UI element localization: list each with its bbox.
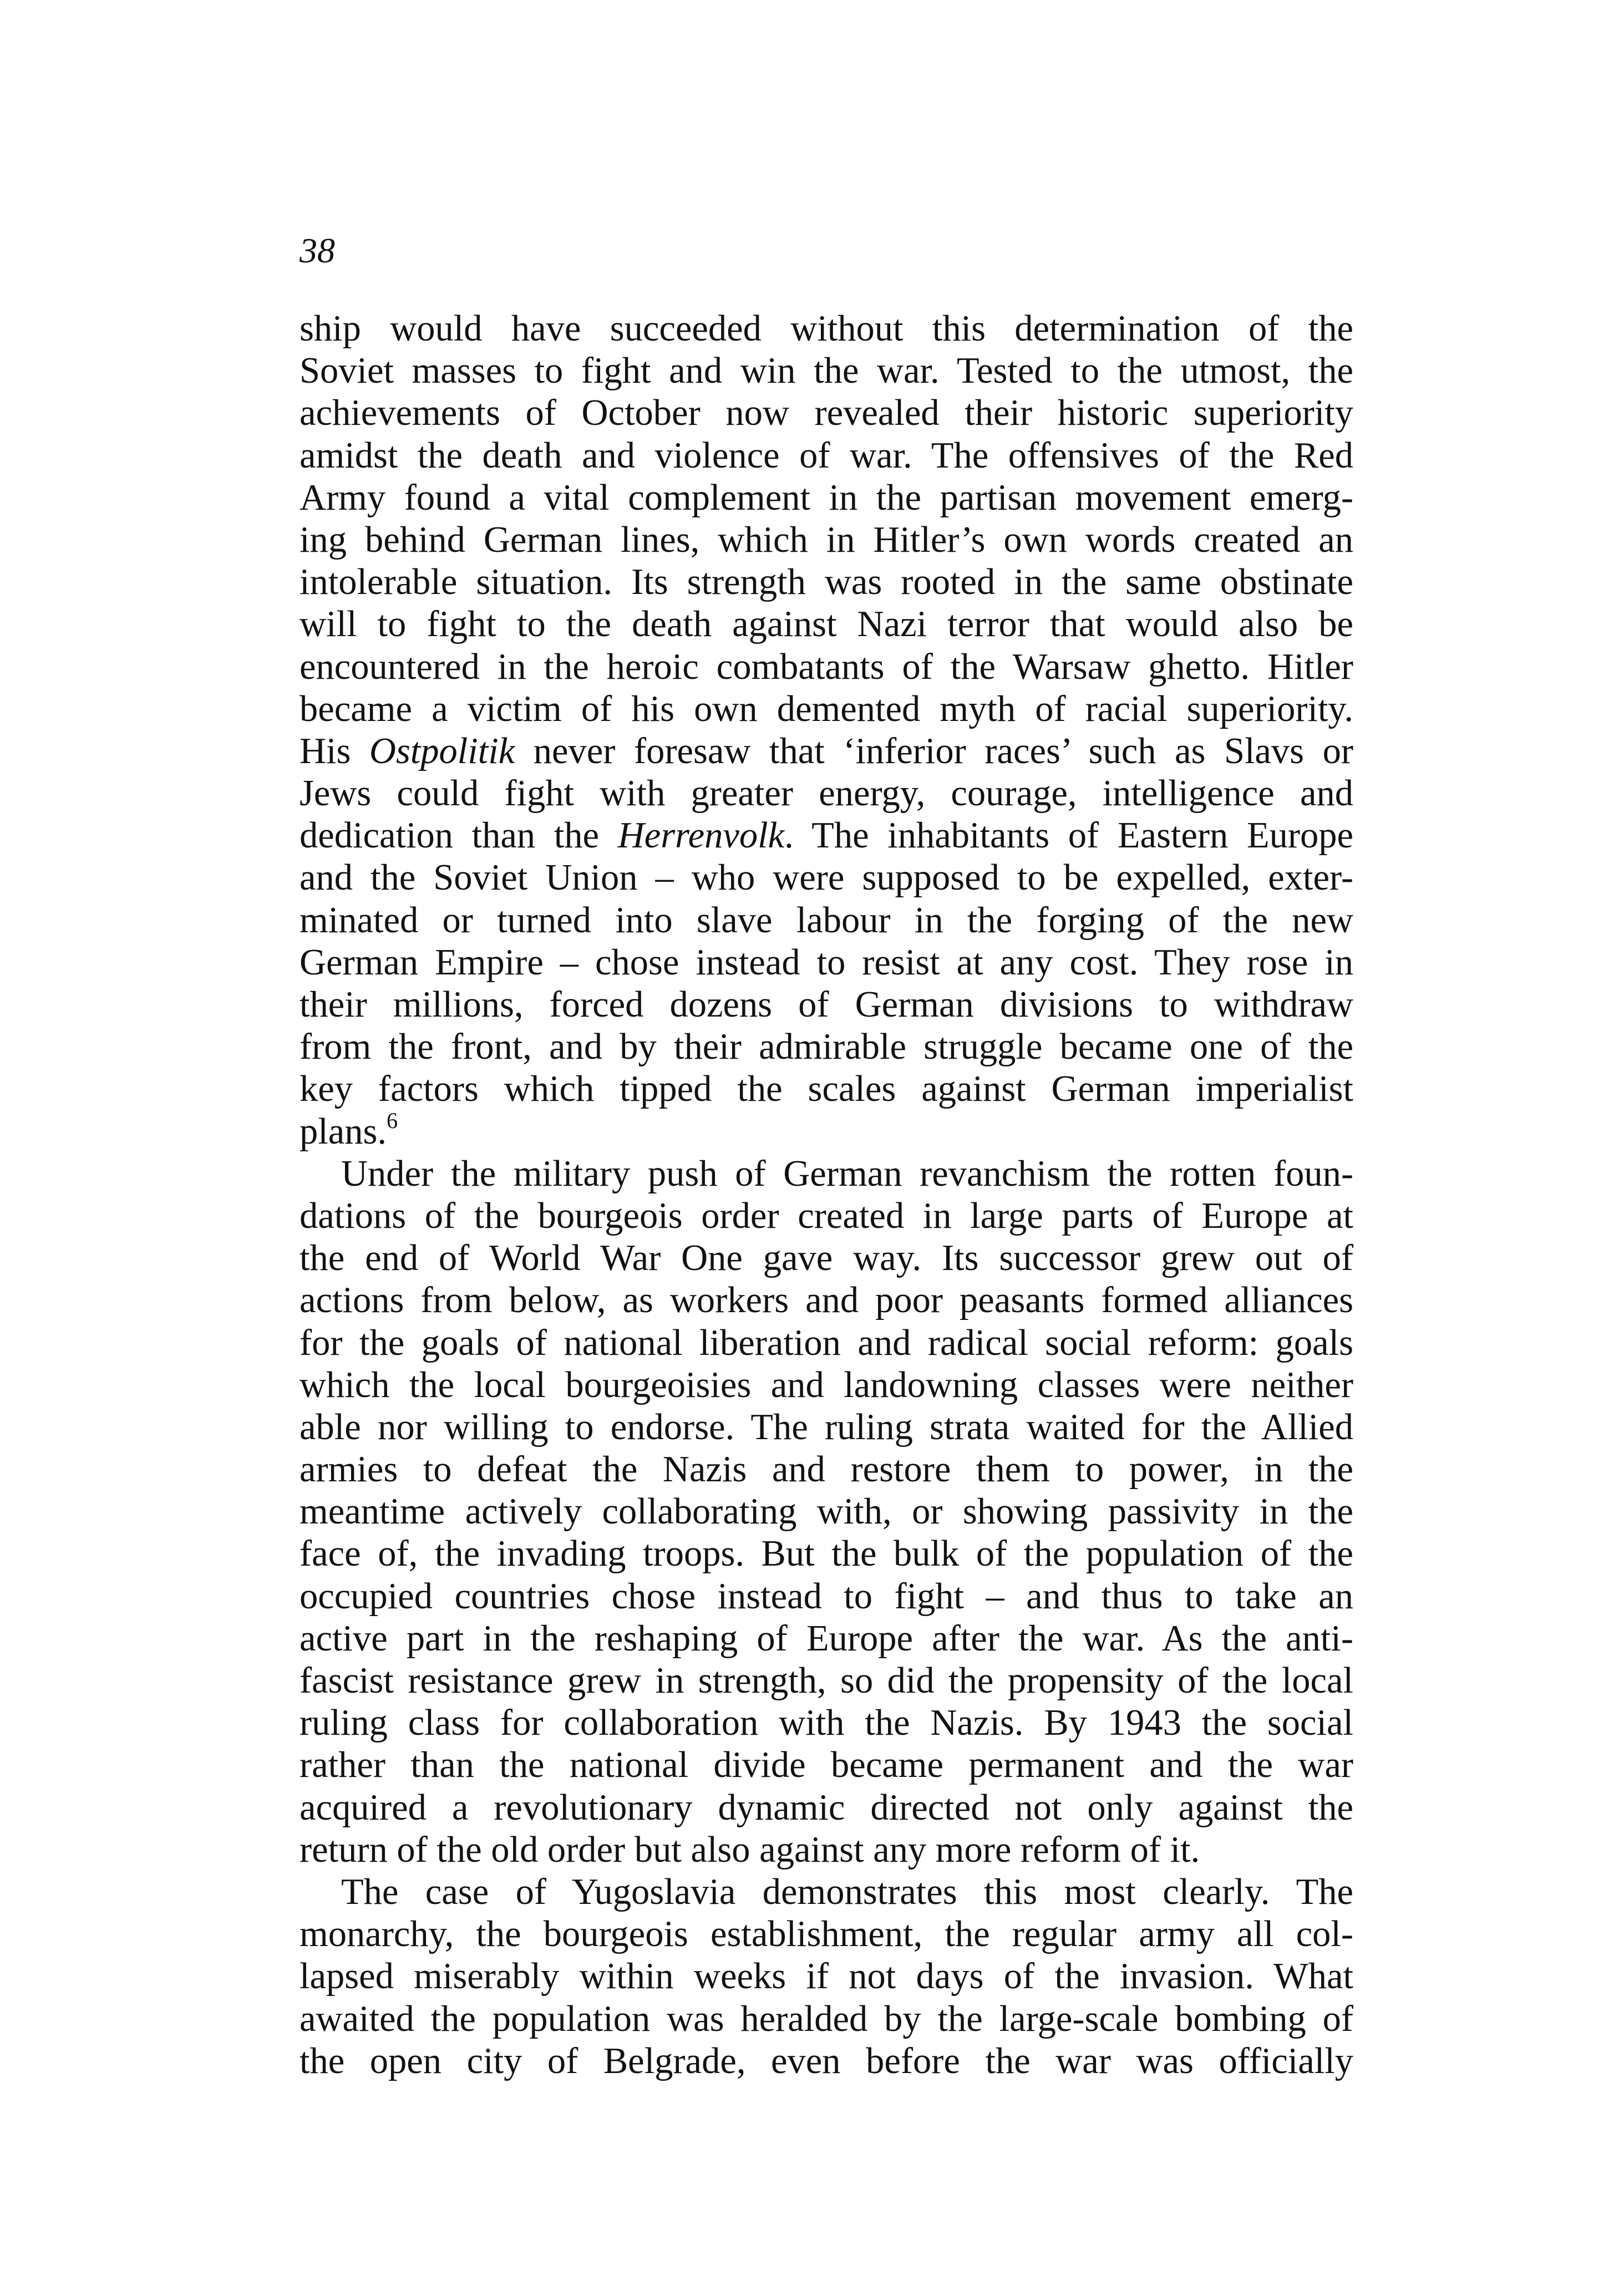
text-line: lapsed miserably within weeks if not days of the invasion. What <box>300 1956 1353 1997</box>
italic-term-herrenvolk: Herrenvolk <box>617 815 785 856</box>
text-line-paragraph-start: The case of Yugoslavia demonstrates this most clearly. The <box>341 1871 1353 1912</box>
text-line: ship would have succeeded without this determination of the <box>300 308 1353 349</box>
text-line: awaited the population was heralded by the large-scale bombing of <box>300 1998 1353 2039</box>
text-line: their millions, forced dozens of German divisions to withdraw <box>300 984 1353 1025</box>
text-line: monarchy, the bourgeois establishment, the regular army all col- <box>300 1914 1353 1955</box>
text-line: fascist resistance grew in strength, so did the propensity of the local <box>300 1660 1353 1701</box>
page-number: 38 <box>300 231 335 270</box>
text-line: became a victim of his own demented myth of racial superiority. <box>300 688 1353 729</box>
text-line: rather than the national divide became permanent and the war <box>300 1745 1353 1786</box>
text-line: ruling class for collaboration with the Nazis. By 1943 the social <box>300 1703 1353 1744</box>
italic-term-ostpolitik: Ostpolitik <box>369 730 515 771</box>
text-line: the open city of Belgrade, even before the war was officially <box>300 2040 1353 2081</box>
text-line: key factors which tipped the scales against German imperialist <box>300 1069 1353 1110</box>
text-line: encountered in the heroic combatants of the Warsaw ghetto. Hitler <box>300 646 1353 687</box>
text-line: amidst the death and violence of war. The offensives of the Red <box>300 435 1353 476</box>
text-line: armies to defeat the Nazis and restore them to power, in the <box>300 1449 1353 1490</box>
text-line: active part in the reshaping of Europe after the war. As the anti- <box>300 1618 1353 1659</box>
footnote-reference: 6 <box>387 1108 398 1133</box>
text-line: the end of World War One gave way. Its successor grew out of <box>300 1238 1353 1279</box>
text-line-paragraph-end <box>300 1108 1353 1153</box>
text-fragment: dedication than the <box>300 815 618 856</box>
text-fragment: never foresaw that ‘inferior races’ such as Slavs or <box>515 730 1353 771</box>
text-line: achievements of October now revealed their historic superiority <box>300 393 1353 434</box>
text-line: occupied countries chose instead to fight – and thus to take an <box>300 1576 1353 1617</box>
text-line: minated or turned into slave labour in the forging of the new <box>300 900 1353 941</box>
text-fragment: . The inhabitants of Eastern Europe <box>784 815 1353 856</box>
text-line: Army found a vital complement in the partisan movement emerg- <box>300 477 1353 518</box>
text-line-paragraph-start: Under the military push of German revanchism the rotten foun- <box>341 1153 1353 1194</box>
text-line: which the local bourgeoisies and landowning classes were neither <box>300 1364 1353 1405</box>
text-line-paragraph-end: return of the old order but also against any more reform of it. <box>300 1829 1200 1870</box>
text-line: for the goals of national liberation and radical social reform: goals <box>300 1322 1353 1363</box>
text-line: Jews could fight with greater energy, courage, intelligence and <box>300 773 1353 814</box>
text-line: intolerable situation. Its strength was rooted in the same obstinate <box>300 562 1353 603</box>
text-line: ing behind German lines, which in Hitler’s own words created an <box>300 519 1353 560</box>
text-line-with-italic <box>300 815 1353 857</box>
text-line-with-italic <box>300 730 1353 773</box>
text-line: meantime actively collaborating with, or showing passivity in the <box>300 1491 1353 1532</box>
text-line: from the front, and by their admirable struggle became one of the <box>300 1027 1353 1068</box>
text-line: Soviet masses to fight and win the war. Tested to the utmost, the <box>300 350 1353 392</box>
text-line: acquired a revolutionary dynamic directed not only against the <box>300 1787 1353 1828</box>
text-line: will to fight to the death against Nazi terror that would also be <box>300 604 1353 645</box>
text-fragment: His <box>300 730 369 771</box>
text-line: dations of the bourgeois order created in large parts of Europe at <box>300 1195 1353 1236</box>
text-fragment: plans. <box>300 1111 387 1152</box>
text-line: face of, the invading troops. But the bulk of the population of the <box>300 1533 1353 1574</box>
text-line: and the Soviet Union – who were supposed to be expelled, exter- <box>300 857 1353 898</box>
text-line: German Empire – chose instead to resist at any cost. They rose in <box>300 942 1353 983</box>
text-line: actions from below, as workers and poor peasants formed alliances <box>300 1280 1353 1321</box>
text-line: able nor willing to endorse. The ruling strata waited for the Allied <box>300 1406 1353 1447</box>
body-text <box>300 308 1353 2082</box>
